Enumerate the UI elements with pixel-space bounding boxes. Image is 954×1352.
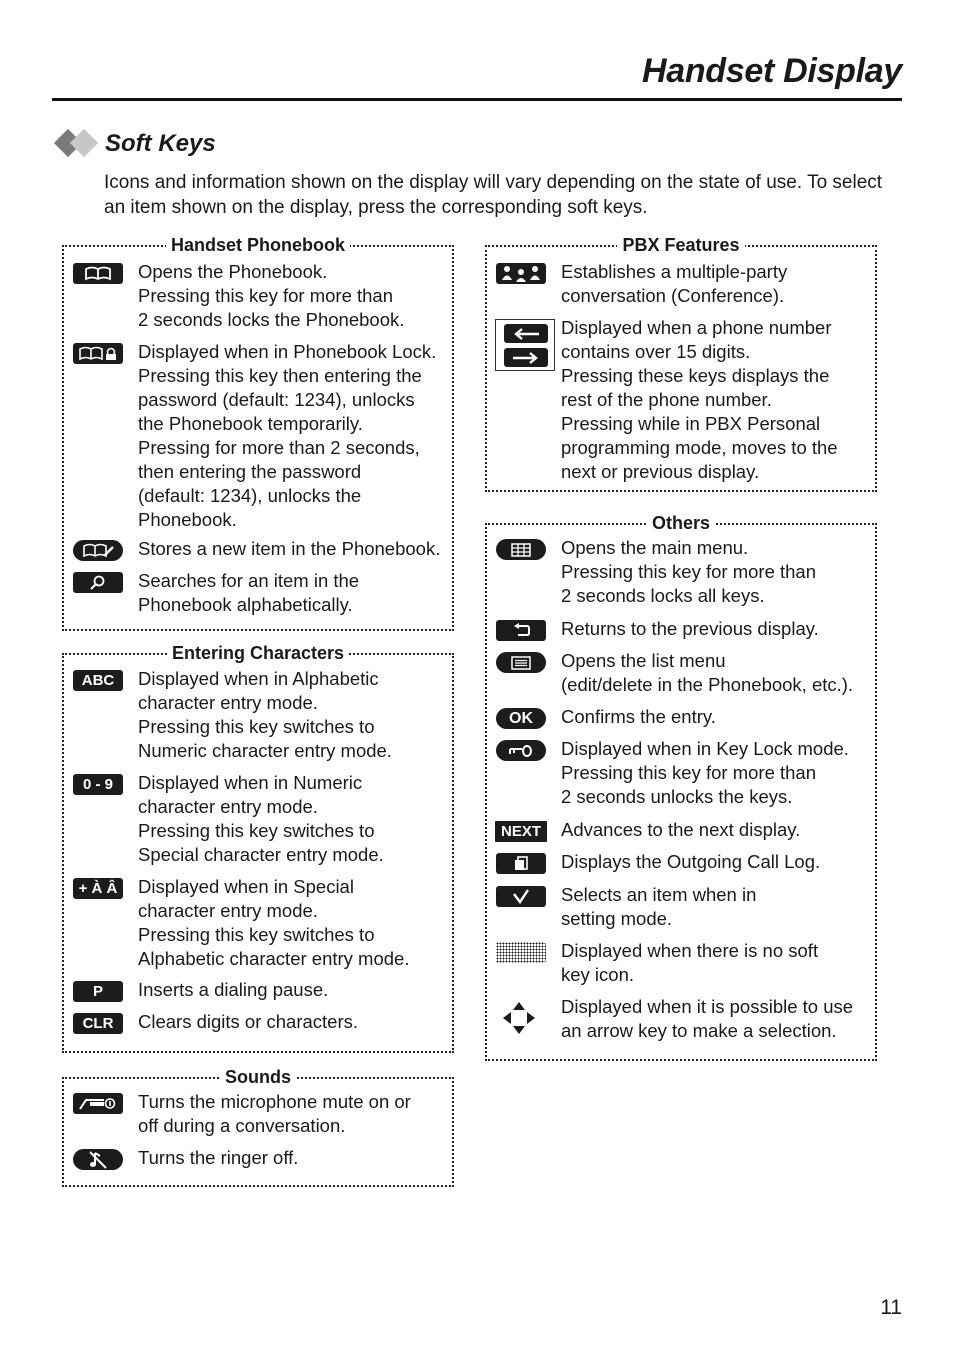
item-description: Returns to the previous display. xyxy=(561,618,819,639)
section-title: Soft Keys xyxy=(105,130,216,157)
diamond-bullet-icon xyxy=(55,130,99,158)
item-description: Turns the ringer off. xyxy=(138,1147,299,1168)
conference-icon xyxy=(496,263,546,284)
item-description: Displays the Outgoing Call Log. xyxy=(561,851,821,872)
ringer-off-icon xyxy=(73,1149,123,1170)
item-description: Establishes a multiple-party conversation (Conference). xyxy=(561,261,788,306)
section-heading xyxy=(55,130,216,158)
mute-icon xyxy=(73,1093,123,1114)
item-description: Displayed when in Numeric character entry mode. Pressing this key switches to Special character entry mode. xyxy=(138,772,384,865)
key-lock-icon xyxy=(496,740,546,761)
item-description: Stores a new item in the Phonebook. xyxy=(138,538,441,559)
item-description: Displayed when it is possible to use an arrow key to make a selection. xyxy=(561,996,854,1041)
abc-key: ABC xyxy=(73,670,123,691)
others-box xyxy=(485,513,877,1061)
item-description: Opens the main menu. Pressing this key for more than 2 seconds locks all keys. xyxy=(561,537,816,606)
item-description: Confirms the entry. xyxy=(561,706,716,727)
ok-key: OK xyxy=(496,708,546,729)
item-description: Clears digits or characters. xyxy=(138,1011,359,1032)
box-title: Entering Characters xyxy=(167,643,349,663)
special-character-key: + À Â xyxy=(73,878,123,899)
item-description: Selects an item when in setting mode. xyxy=(561,884,757,929)
box-title: Sounds xyxy=(220,1067,296,1087)
check-icon xyxy=(496,886,546,907)
store-phonebook-icon xyxy=(73,540,123,561)
phonebook-lock-icon xyxy=(73,343,123,364)
menu-icon xyxy=(496,539,546,560)
outgoing-log-icon xyxy=(496,853,546,874)
back-icon xyxy=(496,620,546,641)
item-description: Displayed when in Key Lock mode. Pressing this key for more than 2 seconds unlocks the keys. xyxy=(561,738,849,807)
list-icon xyxy=(496,652,546,673)
item-description: Opens the list menu (edit/delete in the Phonebook, etc.). xyxy=(561,650,854,695)
next-key: NEXT xyxy=(495,821,547,842)
pause-key: P xyxy=(73,981,123,1002)
clear-key: CLR xyxy=(73,1013,123,1034)
numeric-key: 0 - 9 xyxy=(73,774,123,795)
navigator-arrow-icon xyxy=(499,998,539,1038)
box-title: Handset Phonebook xyxy=(166,235,350,255)
item-description: Displayed when in Alphabetic character entry mode. Pressing this key switches to Numeric character entry mode. xyxy=(138,668,392,761)
search-icon xyxy=(73,572,123,593)
page-number: 11 xyxy=(880,1296,902,1319)
item-description: Displayed when there is no soft key icon. xyxy=(561,940,819,985)
item-description: Displayed when a phone number contains over 15 digits. Pressing these keys displays the rest of the phone number. Pressing while in PBX Personal programming mode, moves to the next or previous display. xyxy=(561,317,838,482)
item-description: Displayed when in Phonebook Lock. Pressing this key then entering the password (default: 1234), unlocks the Phonebook temporarily. Pressing for more than 2 seconds, then entering the password (default: 1234), unlocks the Phonebook. xyxy=(138,341,437,530)
item-description: Opens the Phonebook. Pressing this key for more than 2 seconds locks the Phonebook. xyxy=(138,261,405,330)
box-title: PBX Features xyxy=(617,235,744,255)
item-description: Advances to the next display. xyxy=(561,819,801,840)
page-title: Handset Display xyxy=(641,52,902,90)
sounds-box xyxy=(62,1067,454,1187)
entering-characters-box xyxy=(62,643,454,1053)
intro-text: Icons and information shown on the display will vary depending on the state of use. To select an item shown on the display, press the corresponding soft keys. xyxy=(104,172,883,218)
item-description: Inserts a dialing pause. xyxy=(138,979,329,1000)
handset-phonebook-box xyxy=(62,235,454,631)
pbx-features-box xyxy=(485,235,877,492)
item-description: Displayed when in Special character entry mode. Pressing this key switches to Alphabetic character entry mode. xyxy=(138,876,410,969)
item-description: Searches for an item in the Phonebook alphabetically. xyxy=(138,570,360,615)
box-title: Others xyxy=(647,513,715,533)
phonebook-icon xyxy=(73,263,123,284)
left-right-arrow-icon xyxy=(495,319,555,371)
title-rule xyxy=(52,98,902,101)
item-description: Turns the microphone mute on or off during a conversation. xyxy=(138,1091,411,1136)
no-soft-key-icon xyxy=(496,942,546,963)
